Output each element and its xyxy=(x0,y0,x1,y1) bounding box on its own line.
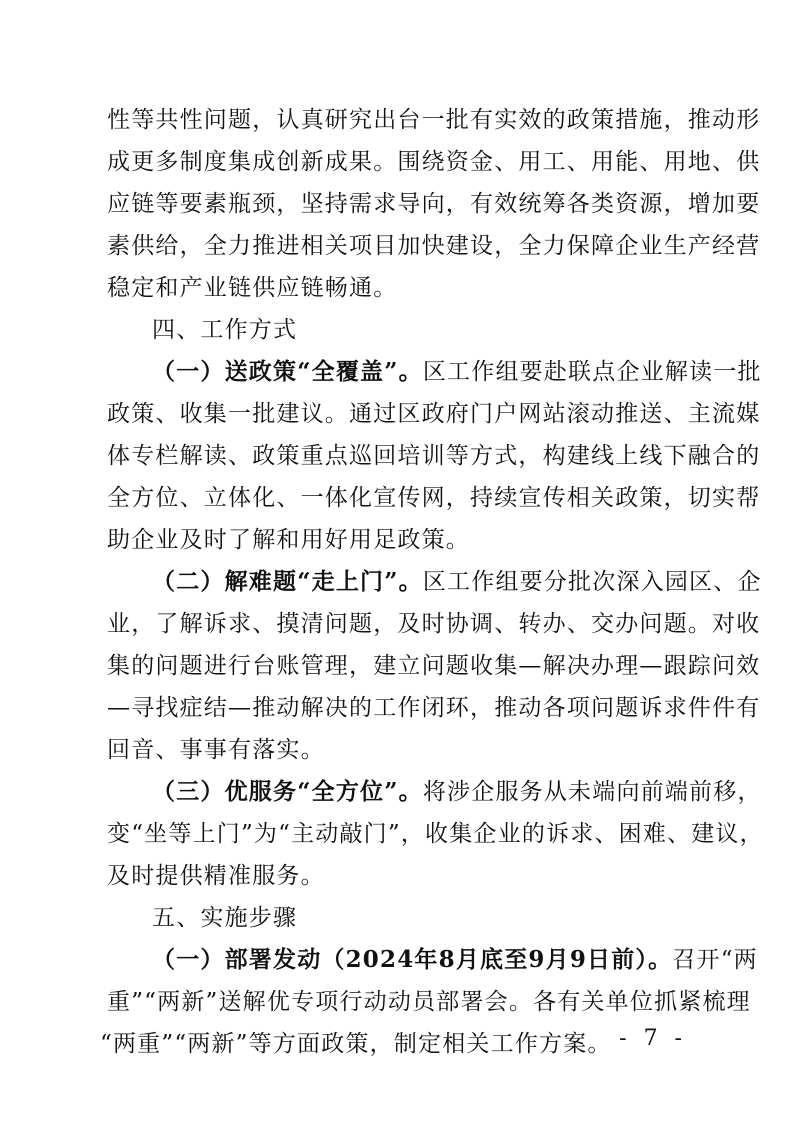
item-label: （三）优服务“全方位”。 xyxy=(152,778,423,805)
paragraph-line: 全方位、立体化、一体化宣传网，持续宣传相关政策，切实帮 xyxy=(107,485,761,511)
item-label: （一）部署发动（2024年8月底至9月9日前）。 xyxy=(152,946,673,973)
paragraph-line: 应链等要素瓶颈，坚持需求导向，有效统筹各类资源，增加要 xyxy=(107,191,761,217)
paragraph-line: 变“坐等上门”为“主动敲门”，收集企业的诉求、困难、建议， xyxy=(107,821,764,847)
item-text: 将涉企服务从未端向前端前移， xyxy=(422,779,762,805)
item-first-line xyxy=(152,772,762,812)
item-label: （二）解难题“走上门”。 xyxy=(152,568,423,595)
paragraph-line: 政策、收集一批建议。通过区政府门户网站滚动推送、主流媒 xyxy=(107,401,761,427)
section-heading: 五、实施步骤 xyxy=(152,905,298,931)
item-label: （一）送政策“全覆盖”。 xyxy=(152,358,423,385)
item-text: 区工作组要分批次深入园区、企 xyxy=(422,569,762,595)
item-first-line xyxy=(152,562,762,602)
paragraph-line: 稳定和产业链供应链畅通。 xyxy=(107,275,398,301)
paragraph-line: 集的问题进行台账管理，建立问题收集—解决办理—跟踪问效 xyxy=(107,653,761,679)
paragraph-line: 助企业及时了解和用好用足政策。 xyxy=(107,527,470,553)
item-first-line xyxy=(152,352,762,392)
paragraph-line: 重”“两新”送解优专项行动动员部署会。各有关单位抓紧梳理 xyxy=(107,989,751,1015)
paragraph-line: 体专栏解读、政策重点巡回培训等方式，构建线上线下融合的 xyxy=(107,443,761,469)
paragraph-line: 性等共性问题，认真研究出台一批有实效的政策措施，推动形 xyxy=(107,107,761,133)
page-number: - 7 - xyxy=(619,1026,687,1051)
paragraph-line: 成更多制度集成创新成果。围绕资金、用工、用能、用地、供 xyxy=(107,149,761,175)
paragraph-line: 素供给，全力推进相关项目加快建设，全力保障企业生产经营 xyxy=(107,233,761,259)
item-first-line xyxy=(152,940,758,980)
item-text: 区工作组要赴联点企业解读一批 xyxy=(422,359,762,385)
item-text: 召开“两 xyxy=(672,947,758,973)
section-heading: 四、工作方式 xyxy=(152,317,298,343)
paragraph-line: —寻找症结—推动解决的工作闭环，推动各项问题诉求件件有 xyxy=(107,695,761,721)
paragraph-line: 回音、事事有落实。 xyxy=(107,737,325,763)
paragraph-line: “两重”“两新”等方面政策，制定相关工作方案。 xyxy=(100,1031,612,1057)
paragraph-line: 及时提供精准服务。 xyxy=(107,863,325,889)
paragraph-line: 业，了解诉求、摸清问题，及时协调、转办、交办问题。对收 xyxy=(107,611,761,637)
